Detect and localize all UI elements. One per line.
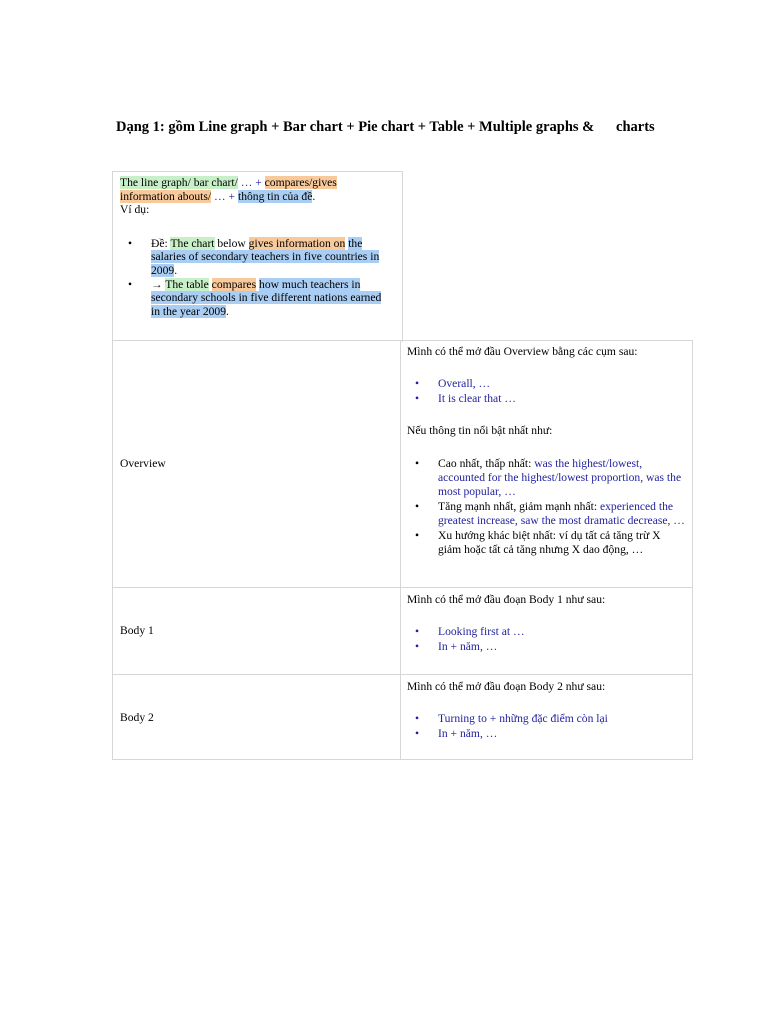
- body2-phrase: • Turning to + những đặc điểm còn lại: [407, 712, 685, 726]
- body2-content: [407, 680, 685, 741]
- example-list: [120, 237, 392, 319]
- intro-seg-info: thông tin của đề: [237, 189, 313, 203]
- overview-item: • Xu hướng khác biệt nhất: ví dụ tất cả tăng trừ X giảm hoặc tất cả tăng nhưng X dao động, …: [407, 529, 685, 556]
- overview-intro-2: Nếu thông tin nổi bật nhất như:: [407, 423, 553, 437]
- intro-seg-chart-types: The line graph/ bar chart/: [120, 176, 238, 189]
- overview-phrase: • Overall, …: [407, 377, 685, 391]
- body2-phrase-list: [407, 712, 685, 741]
- body1-intro: Mình có thể mở đầu đoạn Body 1 như sau:: [407, 593, 606, 606]
- body1-phrase-list: [407, 625, 685, 654]
- overview-content: [407, 345, 685, 557]
- intro-seg-period: .: [312, 189, 316, 203]
- table-row-divider-1: [112, 587, 693, 588]
- body1-phrase: • Looking first at …: [407, 625, 685, 639]
- body1-phrase: • In + năm, …: [407, 640, 685, 654]
- intro-seg-plus2: … +: [211, 189, 238, 203]
- overview-intro: Mình có thể mở đầu Overview bằng các cụm sau:: [407, 345, 638, 358]
- page-title: Dạng 1: gồm Line graph + Bar chart + Pie chart + Table + Multiple graphs & charts: [116, 119, 655, 135]
- body2-intro: Mình có thể mở đầu đoạn Body 2 như sau:: [407, 680, 606, 693]
- body2-label: Body 2: [120, 711, 154, 724]
- body1-content: [407, 593, 685, 654]
- example-item-2: • → The table compares how much teachers in secondary schools in five different nations earned in the year 2009.: [120, 278, 392, 319]
- intro-formula: [120, 176, 392, 203]
- overview-item-list: [407, 457, 685, 556]
- body2-phrase: • In + năm, …: [407, 727, 685, 741]
- example-item-1: • Đề: The chart below gives information on the salaries of secondary teachers in five countries in 2009.: [120, 237, 392, 278]
- overview-phrase: • It is clear that …: [407, 392, 685, 406]
- intro-seg-verbs: compares/gives information abouts/: [120, 176, 337, 203]
- example-label: Ví dụ:: [120, 203, 150, 217]
- overview-item: • Cao nhất, thấp nhất: was the highest/lowest, accounted for the highest/lowest proportion, was the most popular, …: [407, 457, 685, 498]
- overview-label: Overview: [120, 457, 166, 470]
- table-column-divider: [400, 340, 401, 760]
- body1-label: Body 1: [120, 624, 154, 637]
- overview-item: • Tăng mạnh nhất, giảm mạnh nhất: experienced the greatest increase, saw the most dramatic decrease, …: [407, 500, 685, 527]
- table-row-divider-2: [112, 674, 693, 675]
- intro-cell: [120, 176, 392, 318]
- intro-seg-plus1: … +: [237, 176, 265, 189]
- overview-phrase-list: [407, 377, 685, 406]
